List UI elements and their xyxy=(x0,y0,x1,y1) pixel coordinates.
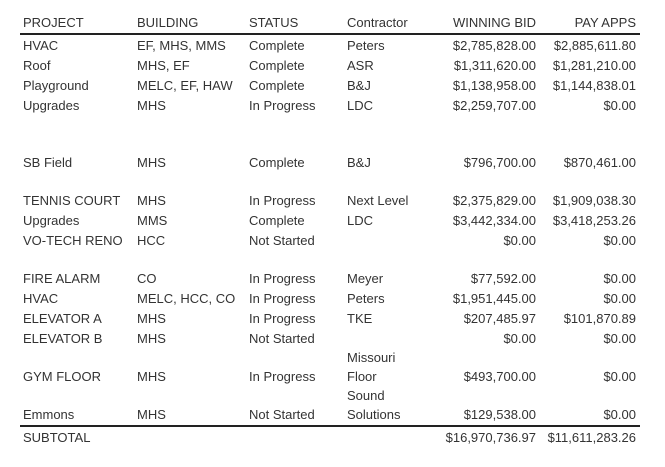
pay-apps-cell: $3,418,253.26 xyxy=(552,213,636,228)
header-winning-bid: WINNING BID xyxy=(452,15,536,30)
contractor-cell: TKE xyxy=(347,311,373,326)
winning-bid-cell: $2,259,707.00 xyxy=(452,98,536,113)
header-row xyxy=(20,12,640,35)
group-spacer xyxy=(20,115,640,152)
projects-table xyxy=(20,12,640,448)
project-cell: GYM FLOOR xyxy=(23,369,102,384)
header-building: BUILDING xyxy=(137,15,199,30)
project-cell: Emmons xyxy=(23,407,75,422)
building-cell: CO xyxy=(137,271,157,286)
subtotal-row xyxy=(20,425,640,448)
table-row xyxy=(20,190,640,210)
building-cell: EF, MHS, MMS xyxy=(137,38,226,53)
winning-bid-cell: $3,442,334.00 xyxy=(452,213,536,228)
table-row xyxy=(20,35,640,55)
project-cell: HVAC xyxy=(23,38,59,53)
table-row xyxy=(20,308,640,328)
status-cell: Complete xyxy=(249,213,305,228)
status-cell: Complete xyxy=(249,58,305,73)
table-row xyxy=(20,75,640,95)
status-cell: In Progress xyxy=(249,291,316,306)
status-cell: In Progress xyxy=(249,311,316,326)
winning-bid-cell: $796,700.00 xyxy=(463,155,536,170)
table-row xyxy=(20,328,640,348)
header-contractor: Contractor xyxy=(347,15,408,30)
project-cell: FIRE ALARM xyxy=(23,271,101,286)
header-pay-apps: PAY APPS xyxy=(574,15,636,30)
winning-bid-cell: $493,700.00 xyxy=(463,369,536,384)
project-cell: SB Field xyxy=(23,155,73,170)
winning-bid-cell: $2,785,828.00 xyxy=(452,38,536,53)
pay-apps-cell: $0.00 xyxy=(603,291,636,306)
building-cell: MHS xyxy=(137,331,166,346)
table-row xyxy=(20,210,640,230)
status-cell: Complete xyxy=(249,78,305,93)
building-cell: MHS xyxy=(137,98,166,113)
pay-apps-cell: $1,281,210.00 xyxy=(552,58,636,73)
table-row xyxy=(20,386,640,424)
winning-bid-cell: $1,138,958.00 xyxy=(452,78,536,93)
contractor-cell: B&J xyxy=(347,155,371,170)
status-cell: Not Started xyxy=(249,233,315,248)
status-cell: In Progress xyxy=(249,271,316,286)
table-row xyxy=(20,152,640,172)
building-cell: MHS xyxy=(137,369,166,384)
winning-bid-cell: $1,311,620.00 xyxy=(453,58,536,73)
contractor-cell: Meyer xyxy=(347,271,384,286)
table-row xyxy=(20,268,640,288)
table-row xyxy=(20,348,640,386)
contractor-cell: Sound Solutions xyxy=(347,388,401,422)
table-row xyxy=(20,230,640,250)
building-cell: MHS xyxy=(137,193,166,208)
pay-apps-cell: $0.00 xyxy=(603,407,636,422)
winning-bid-cell: $0.00 xyxy=(503,233,536,248)
contractor-cell: Next Level xyxy=(347,193,409,208)
group-spacer xyxy=(20,172,640,190)
building-cell: MHS xyxy=(137,311,166,326)
winning-bid-cell: $2,375,829.00 xyxy=(452,193,536,208)
project-cell: ELEVATOR B xyxy=(23,331,103,346)
table-row xyxy=(20,95,640,115)
status-cell: In Progress xyxy=(249,98,316,113)
status-cell: In Progress xyxy=(249,193,316,208)
subtotal-label: SUBTOTAL xyxy=(23,430,91,445)
project-cell: Upgrades xyxy=(23,98,80,113)
status-cell: Complete xyxy=(249,38,305,53)
contractor-cell: LDC xyxy=(347,98,374,113)
pay-apps-cell: $1,909,038.30 xyxy=(552,193,636,208)
building-cell: MHS xyxy=(137,155,166,170)
winning-bid-cell: $0.00 xyxy=(503,331,536,346)
pay-apps-cell: $1,144,838.01 xyxy=(552,78,636,93)
project-cell: Upgrades xyxy=(23,213,80,228)
project-cell: Playground xyxy=(23,78,89,93)
contractor-cell: Peters xyxy=(347,291,385,306)
table-row xyxy=(20,288,640,308)
building-cell: MELC, HCC, CO xyxy=(137,291,236,306)
winning-bid-cell: $129,538.00 xyxy=(463,407,536,422)
pay-apps-cell: $0.00 xyxy=(603,271,636,286)
subtotal-pay-apps: $11,611,283.26 xyxy=(547,430,636,445)
project-cell: VO-TECH RENO xyxy=(23,233,123,248)
contractor-cell: Peters xyxy=(347,38,385,53)
pay-apps-cell: $870,461.00 xyxy=(563,155,636,170)
status-cell: Not Started xyxy=(249,331,315,346)
status-cell: Not Started xyxy=(249,407,315,422)
pay-apps-cell: $0.00 xyxy=(603,331,636,346)
header-status: STATUS xyxy=(249,15,299,30)
building-cell: MMS xyxy=(137,213,168,228)
project-cell: ELEVATOR A xyxy=(23,311,102,326)
subtotal-winning-bid: $16,970,736.97 xyxy=(445,430,536,445)
project-cell: HVAC xyxy=(23,291,59,306)
table-row xyxy=(20,55,640,75)
project-cell: TENNIS COURT xyxy=(23,193,121,208)
status-cell: Complete xyxy=(249,155,305,170)
project-cell: Roof xyxy=(23,58,51,73)
pay-apps-cell: $0.00 xyxy=(603,233,636,248)
pay-apps-cell: $2,885,611.80 xyxy=(553,38,636,53)
pay-apps-cell: $0.00 xyxy=(603,98,636,113)
building-cell: HCC xyxy=(137,233,166,248)
winning-bid-cell: $1,951,445.00 xyxy=(452,291,536,306)
contractor-cell: B&J xyxy=(347,78,371,93)
header-project: PROJECT xyxy=(23,15,84,30)
status-cell: In Progress xyxy=(249,369,316,384)
pay-apps-cell: $0.00 xyxy=(603,369,636,384)
pay-apps-cell: $101,870.89 xyxy=(563,311,636,326)
winning-bid-cell: $77,592.00 xyxy=(470,271,536,286)
winning-bid-cell: $207,485.97 xyxy=(463,311,536,326)
building-cell: MELC, EF, HAW xyxy=(137,78,233,93)
building-cell: MHS, EF xyxy=(137,58,190,73)
contractor-cell: Missouri Floor xyxy=(347,350,396,384)
group-spacer xyxy=(20,250,640,268)
contractor-cell: ASR xyxy=(347,58,374,73)
building-cell: MHS xyxy=(137,407,166,422)
contractor-cell: LDC xyxy=(347,213,374,228)
